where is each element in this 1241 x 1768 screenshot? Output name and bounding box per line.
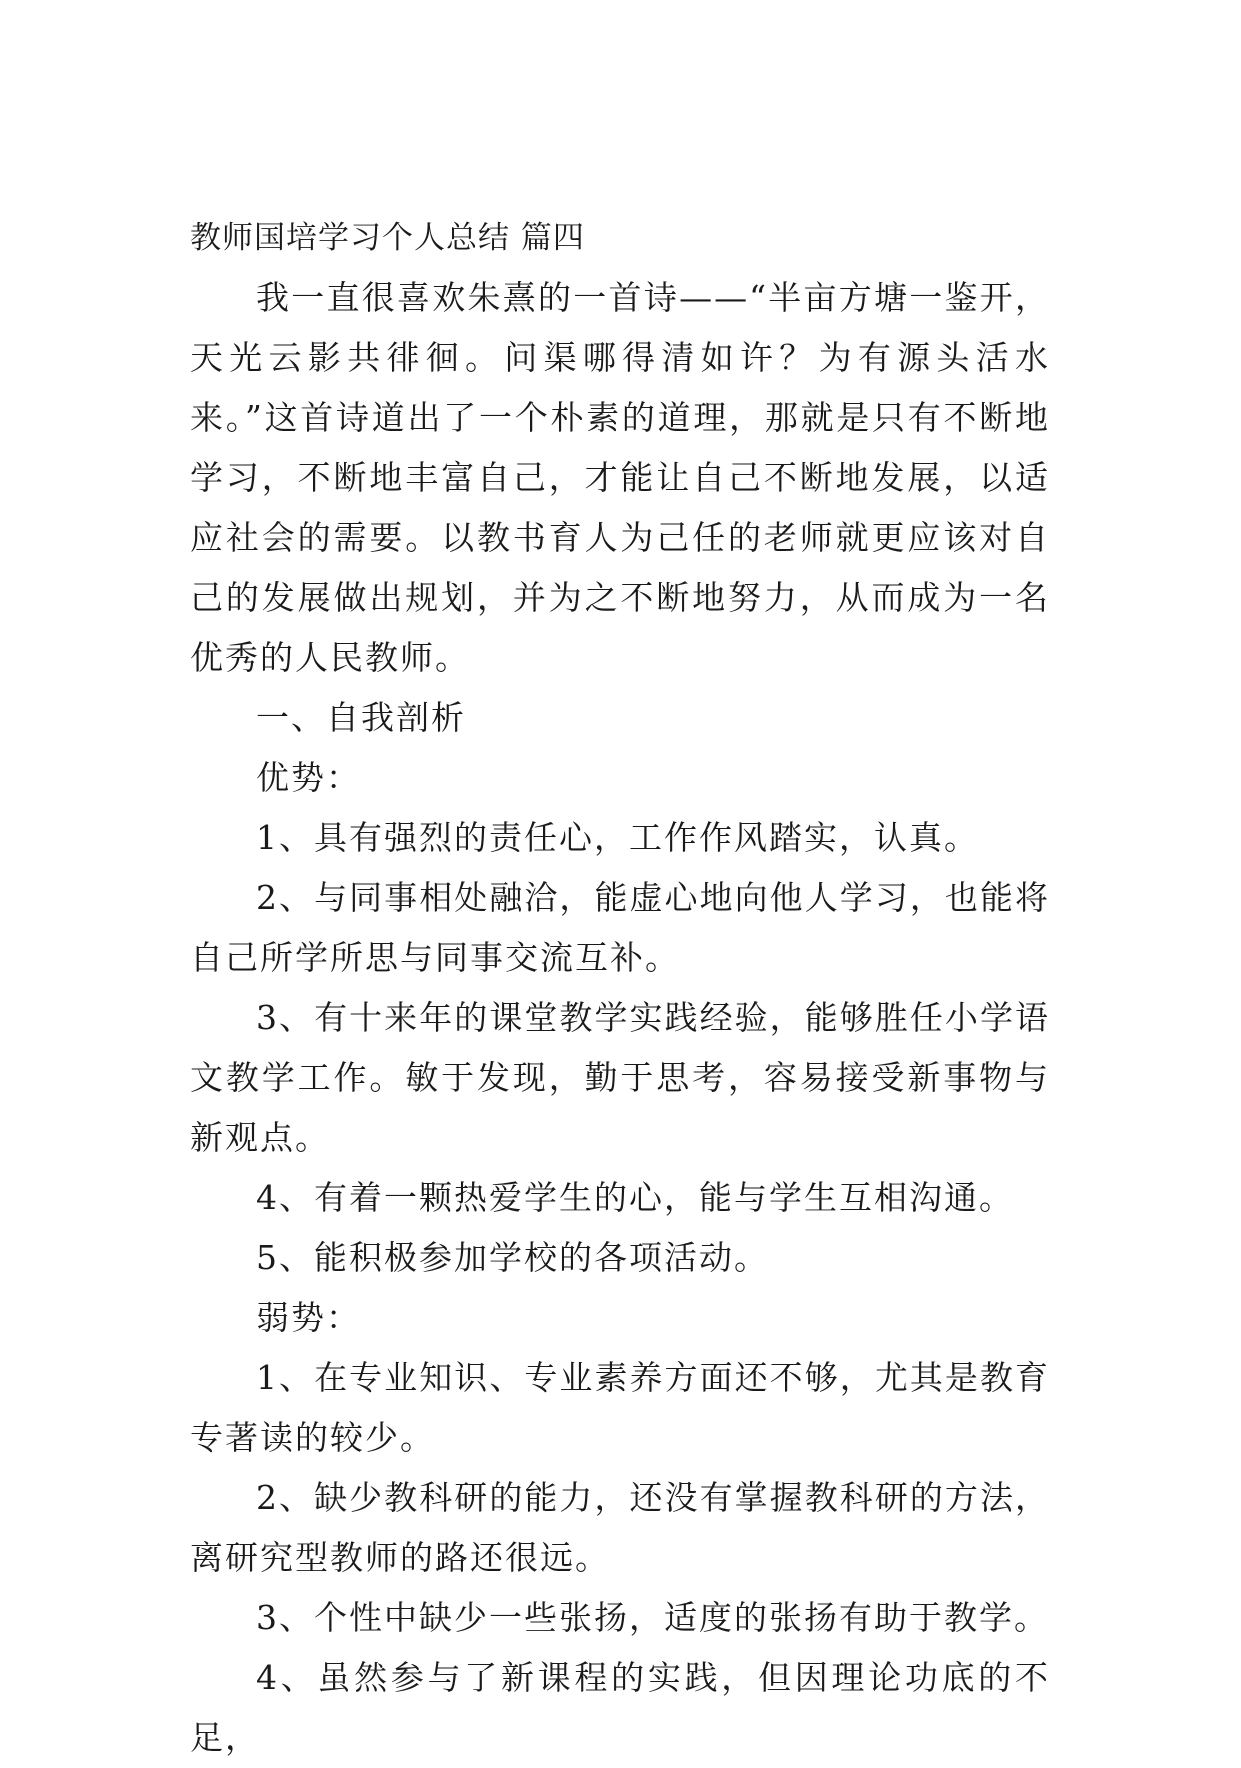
strength-item-3: 3、有十来年的课堂教学实践经验，能够胜任小学语文教学工作。敏于发现，勤于思考，容易接受新事物与新观点。 (190, 998, 1050, 1157)
strength-item-1: 1、具有强烈的责任心，工作作风踏实，认真。 (256, 818, 979, 857)
weakness-item-1: 1、在专业知识、专业素养方面还不够，尤其是教育专著读的较少。 (190, 1358, 1050, 1457)
strengths-label: 优势： (256, 758, 361, 797)
strength-item-5: 5、能积极参加学校的各项活动。 (256, 1238, 769, 1277)
weaknesses-label: 弱势： (256, 1298, 361, 1337)
strength-item-2: 2、与同事相处融洽，能虚心地向他人学习，也能将自己所学所思与同事交流互补。 (190, 878, 1050, 977)
section-heading-self-analysis: 一、自我剖析 (256, 698, 466, 737)
document-title: 教师国培学习个人总结 篇四 (190, 220, 585, 256)
intro-paragraph: 我一直很喜欢朱熹的一首诗——“半亩方塘一鉴开，天光云影共徘徊。问渠哪得清如许？为有源头活水来。”这首诗道出了一个朴素的道理，那就是只有不断地学习，不断地丰富自己，才能让自己不断地发展，以适应社会的需要。以教书育人为己任的老师就更应该对自己的发展做出规划，并为之不断地努力，从而成为一名优秀的人民教师。 (190, 278, 1050, 677)
weakness-item-2: 2、缺少教科研的能力，还没有掌握教科研的方法，离研究型教师的路还很远。 (190, 1478, 1050, 1577)
strength-item-4: 4、有着一颗热爱学生的心，能与学生互相沟通。 (256, 1178, 1014, 1217)
weakness-item-4: 4、虽然参与了新课程的实践，但因理论功底的不足， (190, 1658, 1050, 1757)
weakness-item-3: 3、个性中缺少一些张扬，适度的张扬有助于教学。 (256, 1598, 1049, 1637)
document-body (190, 208, 1050, 1768)
